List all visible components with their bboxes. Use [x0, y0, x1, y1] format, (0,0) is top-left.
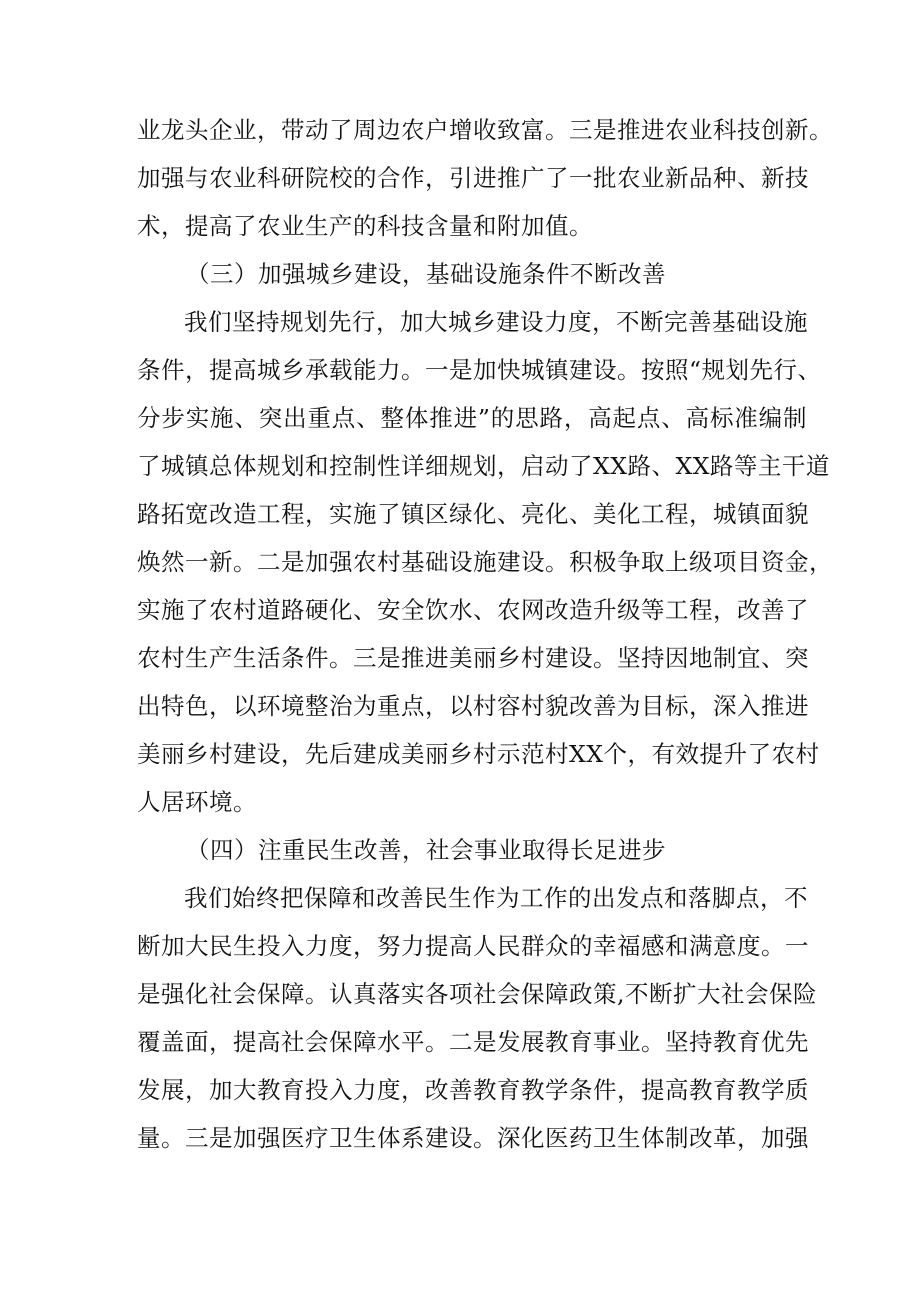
paragraph-line: 出特色，以环境整治为重点，以村容村貌改善为目标，深入推进 — [137, 692, 809, 720]
paragraph-line: 实施了农村道路硬化、安全饮水、农网改造升级等工程，改善了 — [137, 596, 809, 624]
paragraph-line: 是强化社会保障。认真落实各项社会保障政策,不断扩大社会保险 — [137, 980, 817, 1008]
paragraph-line: 加强与农业科研院校的合作，引进推广了一批农业新品种、新技 — [137, 164, 809, 192]
paragraph-line: 断加大民生投入力度，努力提高人民群众的幸福感和满意度。一 — [137, 932, 809, 960]
paragraph-line: 条件，提高城乡承载能力。一是加快城镇建设。按照“规划先行、 — [137, 356, 822, 384]
paragraph-line: 覆盖面，提高社会保障水平。二是发展教育事业。坚持教育优先 — [137, 1028, 809, 1056]
paragraph-line: 焕然一新。二是加强农村基础设施建设。积极争取上级项目资金， — [137, 548, 833, 576]
paragraph-line: 人居环境。 — [137, 788, 257, 816]
paragraph-line: 美丽乡村建设，先后建成美丽乡村示范村XX个，有效提升了农村 — [137, 740, 820, 768]
paragraph-line: 分步实施、突出重点、整体推进”的思路，高起点、高标准编制 — [137, 404, 807, 432]
paragraph-line: 我们始终把保障和改善民生作为工作的出发点和落脚点，不 — [184, 884, 808, 912]
paragraph-line: 业龙头企业，带动了周边农户增收致富。三是推进农业科技创新。 — [137, 116, 833, 144]
paragraph-line: 我们坚持规划先行，加大城乡建设力度，不断完善基础设施 — [184, 308, 808, 336]
paragraph-line: 术，提高了农业生产的科技含量和附加值。 — [137, 212, 593, 240]
section-heading-4: （四）注重民生改善，社会事业取得长足进步 — [186, 836, 666, 864]
paragraph-line: 量。三是加强医疗卫生体系建设。深化医药卫生体制改革，加强 — [137, 1124, 809, 1152]
paragraph-line: 路拓宽改造工程，实施了镇区绿化、亮化、美化工程，城镇面貌 — [137, 500, 809, 528]
paragraph-line: 了城镇总体规划和控制性详细规划，启动了XX路、XX路等主干道 — [137, 452, 830, 480]
paragraph-line: 发展，加大教育投入力度，改善教育教学条件，提高教育教学质 — [137, 1076, 809, 1104]
paragraph-line: 农村生产生活条件。三是推进美丽乡村建设。坚持因地制宜、突 — [137, 644, 809, 672]
section-heading-3: （三）加强城乡建设，基础设施条件不断改善 — [186, 260, 666, 288]
